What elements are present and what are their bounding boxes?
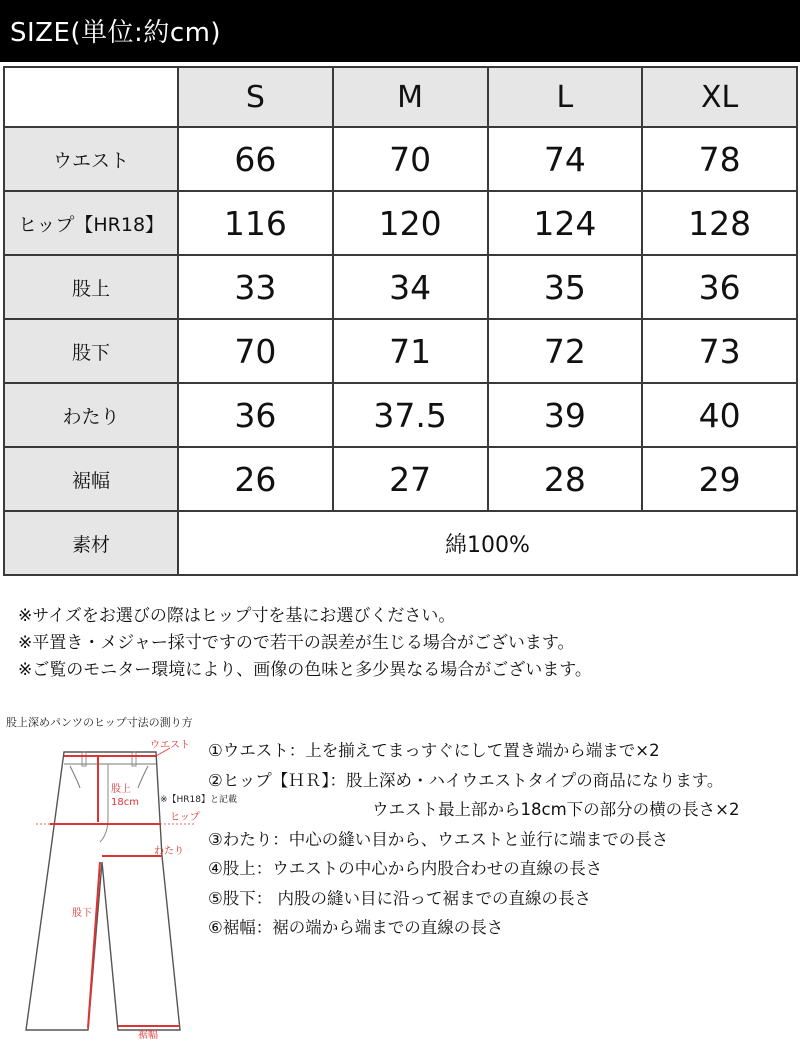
- pants-illustration: [20, 738, 238, 1041]
- inseam-label: 股下: [72, 908, 92, 919]
- hem-label: 裾幅: [138, 1030, 158, 1041]
- row-label-thigh: わたり: [4, 383, 178, 447]
- table-cell: 40: [642, 383, 797, 447]
- note-line: ※ご覧のモニター環境により、画像の色味と多少異なる場合がございます。: [18, 660, 592, 680]
- hr-note: ※【HR18】と記載: [160, 795, 238, 805]
- table-cell: 124: [488, 191, 643, 255]
- waist-label: ウエスト: [150, 740, 190, 751]
- table-cell: 66: [178, 127, 333, 191]
- material-value: 綿100%: [178, 511, 797, 575]
- table-corner-cell: [4, 67, 178, 127]
- explain-line: ウエスト最上部から18cm下の部分の横の長さ×2: [372, 800, 740, 819]
- table-cell: 39: [488, 383, 643, 447]
- explain-line: ⑤股下： 内股の縫い目に沿って裾までの直線の長さ: [208, 888, 592, 908]
- table-cell: 33: [178, 255, 333, 319]
- table-cell: 35: [488, 255, 643, 319]
- note-line: ※サイズをお選びの際はヒップ寸を基にお選びください。: [18, 606, 456, 626]
- table-cell: 116: [178, 191, 333, 255]
- explain-line: ⑥裾幅：裾の端から端までの直線の長さ: [208, 918, 504, 937]
- explain-line: ④股上：ウエストの中心から内股合わせの直線の長さ: [208, 859, 603, 878]
- pants-outline: [26, 752, 180, 1030]
- table-cell: 128: [642, 191, 797, 255]
- fly-stitch: [100, 764, 108, 842]
- size-table: [3, 66, 798, 576]
- table-cell: 120: [333, 191, 488, 255]
- table-row-hip: [4, 191, 797, 255]
- table-row-rise: [4, 255, 797, 319]
- table-cell: 70: [178, 319, 333, 383]
- pocket-right: [138, 766, 148, 788]
- table-cell: 74: [488, 127, 643, 191]
- note-line: ※平置き・メジャー採寸ですので若干の誤差が生じる場合がございます。: [18, 633, 575, 653]
- pants-diagram: [20, 738, 238, 1041]
- table-cell: 36: [178, 383, 333, 447]
- table-cell: 36: [642, 255, 797, 319]
- table-row-material: [4, 511, 797, 575]
- table-cell: 28: [488, 447, 643, 511]
- table-cell: 73: [642, 319, 797, 383]
- table-cell: 34: [333, 255, 488, 319]
- table-row-inseam: [4, 319, 797, 383]
- size-head-xl: XL: [642, 67, 797, 127]
- rise-label: 股上: [111, 784, 131, 795]
- page-title: SIZE(単位:約cm): [10, 18, 222, 48]
- table-cell: 29: [642, 447, 797, 511]
- diagram-title: 股上深めパンツのヒップ寸法の測り方: [6, 716, 193, 729]
- explain-line: ③わたり：中心の縫い目から、ウエストと並行に端までの長さ: [208, 829, 669, 849]
- table-row-thigh: [4, 383, 797, 447]
- explain-line: ②ヒップ【ＨＲ】：股上深め・ハイウエストタイプの商品になります。: [208, 770, 724, 790]
- row-label-waist: ウエスト: [4, 127, 178, 191]
- size-header-row: [4, 67, 797, 127]
- rise-cm-label: 18cm: [111, 797, 139, 808]
- table-cell: 71: [333, 319, 488, 383]
- inseam-measure-line: [88, 862, 100, 1028]
- table-cell: 27: [333, 447, 488, 511]
- row-label-material: 素材: [4, 511, 178, 575]
- thigh-label: わたり: [154, 846, 184, 857]
- table-cell: 72: [488, 319, 643, 383]
- table-cell: 70: [333, 127, 488, 191]
- size-head-l: L: [488, 67, 643, 127]
- row-label-rise: 股上: [4, 255, 178, 319]
- hip-label: ヒップ: [170, 812, 200, 823]
- pocket-left: [70, 766, 80, 788]
- size-head-m: M: [333, 67, 488, 127]
- row-label-inseam: 股下: [4, 319, 178, 383]
- measurement-explanations: [208, 736, 739, 943]
- row-label-hip: ヒップ【HR18】: [4, 191, 178, 255]
- table-cell: 78: [642, 127, 797, 191]
- table-cell: 37.5: [333, 383, 488, 447]
- table-cell: 26: [178, 447, 333, 511]
- size-head-s: S: [178, 67, 333, 127]
- explain-line: ①ウエスト：上を揃えてまっすぐにして置き端から端まで×2: [208, 741, 660, 760]
- notes: [18, 603, 592, 684]
- row-label-hem: 裾幅: [4, 447, 178, 511]
- header-bar: [0, 0, 800, 62]
- table-row-hem: [4, 447, 797, 511]
- table-row-waist: [4, 127, 797, 191]
